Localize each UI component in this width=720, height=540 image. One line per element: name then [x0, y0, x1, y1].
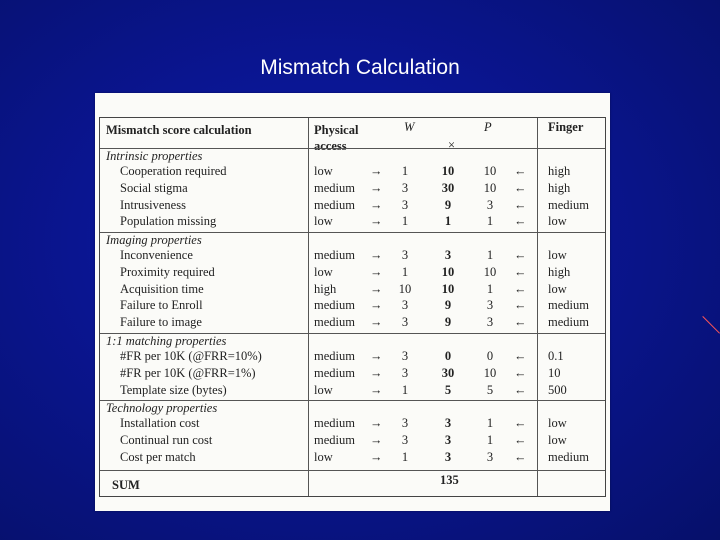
- p-value: 1: [486, 432, 494, 447]
- section-header: Technology properties: [106, 401, 218, 415]
- criterion-label: Failure to Enroll: [120, 298, 203, 313]
- arrow-right: →: [370, 248, 383, 262]
- header-criteria: Mismatch score calculation: [106, 123, 252, 137]
- finger-value: low: [548, 214, 567, 229]
- criterion-label: Intrusiveness: [120, 197, 186, 212]
- sum-label: SUM: [112, 478, 140, 492]
- physical-value: low: [314, 264, 333, 279]
- criterion-label: Proximity required: [120, 264, 215, 279]
- weight-value: 1: [401, 264, 409, 279]
- weight-value: 3: [401, 416, 409, 430]
- p-value: 10: [483, 365, 497, 380]
- p-value: 10: [483, 264, 497, 279]
- weight-value: 3: [401, 197, 409, 212]
- product-value: 30: [441, 180, 455, 195]
- criterion-label: Acquisition time: [120, 281, 204, 296]
- section-header: Imaging properties: [106, 233, 202, 247]
- weight-value: 3: [401, 349, 409, 363]
- weight-value: 1: [401, 449, 409, 464]
- finger-value: medium: [548, 315, 589, 330]
- arrow-left: ←: [514, 281, 527, 296]
- product-value: 3: [444, 449, 452, 464]
- p-value: 3: [486, 315, 494, 330]
- criterion-label: Failure to image: [120, 315, 202, 330]
- criterion-label: Population missing: [120, 214, 217, 229]
- scanned-table-image: [95, 93, 610, 511]
- physical-value: medium: [314, 432, 355, 447]
- criterion-label: #FR per 10K (@FRR=1%): [120, 365, 256, 380]
- sum-value: 135: [440, 473, 459, 487]
- finger-value: low: [548, 432, 567, 447]
- finger-value: medium: [548, 449, 589, 464]
- p-value: 1: [486, 416, 494, 430]
- weight-value: 3: [401, 365, 409, 380]
- p-value: 1: [486, 248, 494, 262]
- header-physical-access: Physical access: [314, 123, 359, 153]
- physical-value: low: [314, 449, 333, 464]
- arrow-right: →: [370, 365, 383, 380]
- header-p: P: [484, 120, 492, 134]
- product-value: 10: [441, 164, 455, 178]
- arrow-right: →: [370, 197, 383, 212]
- physical-value: medium: [314, 248, 355, 262]
- finger-value: medium: [548, 197, 589, 212]
- criterion-label: #FR per 10K (@FRR=10%): [120, 349, 262, 363]
- arrow-right: →: [370, 416, 383, 430]
- arrow-left: ←: [514, 365, 527, 380]
- weight-value: 3: [401, 432, 409, 447]
- weight-value: 1: [401, 164, 409, 178]
- weight-value: 1: [401, 382, 409, 397]
- p-value: 3: [486, 449, 494, 464]
- weight-value: 3: [401, 248, 409, 262]
- arrow-right: →: [370, 432, 383, 447]
- finger-value: high: [548, 264, 571, 279]
- arrow-right: →: [370, 164, 383, 178]
- p-value: 1: [486, 281, 494, 296]
- product-value: 10: [441, 264, 455, 279]
- arrow-left: ←: [514, 449, 527, 464]
- product-value: 1: [444, 214, 452, 229]
- arrow-right: →: [370, 214, 383, 229]
- arrow-left: ←: [514, 197, 527, 212]
- criterion-label: Inconvenience: [120, 248, 193, 262]
- finger-value: high: [548, 180, 571, 195]
- finger-value: low: [548, 248, 567, 262]
- arrow-right: →: [370, 281, 383, 296]
- arrow-left: ←: [514, 432, 527, 447]
- arrow-left: ←: [514, 264, 527, 279]
- criterion-label: Cost per match: [120, 449, 196, 464]
- finger-value: 10: [548, 365, 561, 380]
- physical-value: medium: [314, 298, 355, 313]
- arrow-left: ←: [514, 315, 527, 330]
- section-header: 1:1 matching properties: [106, 334, 227, 348]
- arrow-right: →: [370, 449, 383, 464]
- arrow-right: →: [370, 180, 383, 195]
- p-value: 10: [483, 164, 497, 178]
- physical-value: low: [314, 382, 333, 397]
- column-divider: [537, 118, 538, 496]
- finger-value: high: [548, 164, 571, 178]
- weight-value: 10: [398, 281, 412, 296]
- arrow-right: →: [370, 298, 383, 313]
- p-value: 0: [486, 349, 494, 363]
- physical-value: high: [314, 281, 337, 296]
- weight-value: 3: [401, 180, 409, 195]
- physical-value: medium: [314, 416, 355, 430]
- header-w: W: [404, 120, 415, 134]
- p-value: 5: [486, 382, 494, 397]
- mismatch-table: [99, 117, 606, 497]
- arrow-left: ←: [514, 416, 527, 430]
- finger-value: medium: [548, 298, 589, 313]
- sum-divider: [100, 470, 605, 471]
- arrow-left: ←: [514, 248, 527, 262]
- decorative-line: [702, 316, 720, 334]
- arrow-left: ←: [514, 180, 527, 195]
- criterion-label: Template size (bytes): [120, 382, 227, 397]
- physical-value: medium: [314, 349, 355, 363]
- p-value: 3: [486, 197, 494, 212]
- weight-value: 3: [401, 298, 409, 313]
- criterion-label: Continual run cost: [120, 432, 213, 447]
- arrow-right: →: [370, 349, 383, 363]
- product-value: 9: [444, 315, 452, 330]
- product-value: 5: [444, 382, 452, 397]
- product-value: 0: [444, 349, 452, 363]
- arrow-left: ←: [514, 349, 527, 363]
- physical-value: medium: [314, 365, 355, 380]
- physical-value: medium: [314, 180, 355, 195]
- physical-value: medium: [314, 315, 355, 330]
- arrow-left: ←: [514, 164, 527, 178]
- arrow-right: →: [370, 264, 383, 279]
- product-value: 30: [441, 365, 455, 380]
- p-value: 3: [486, 298, 494, 313]
- product-value: 9: [444, 197, 452, 212]
- weight-value: 3: [401, 315, 409, 330]
- finger-value: low: [548, 416, 567, 430]
- product-value: 3: [444, 432, 452, 447]
- product-value: 10: [441, 281, 455, 296]
- arrow-left: ←: [514, 214, 527, 229]
- physical-value: medium: [314, 197, 355, 212]
- product-value: 3: [444, 416, 452, 430]
- criterion-label: Social stigma: [120, 180, 188, 195]
- arrow-left: ←: [514, 298, 527, 313]
- product-value: 9: [444, 298, 452, 313]
- section-header: Intrinsic properties: [106, 149, 203, 163]
- product-value: 3: [444, 248, 452, 262]
- criterion-label: Installation cost: [120, 416, 200, 430]
- column-divider: [308, 118, 309, 496]
- physical-value: low: [314, 164, 333, 178]
- physical-value: low: [314, 214, 333, 229]
- weight-value: 1: [401, 214, 409, 229]
- criterion-label: Cooperation required: [120, 164, 227, 178]
- arrow-right: →: [370, 315, 383, 330]
- finger-value: 500: [548, 382, 567, 397]
- arrow-right: →: [370, 382, 383, 397]
- header-finger: Finger: [548, 120, 584, 134]
- p-value: 1: [486, 214, 494, 229]
- finger-value: low: [548, 281, 567, 296]
- arrow-left: ←: [514, 382, 527, 397]
- p-value: 10: [483, 180, 497, 195]
- header-times: ×: [448, 138, 456, 152]
- finger-value: 0.1: [548, 349, 564, 363]
- slide-title: Mismatch Calculation: [260, 56, 460, 79]
